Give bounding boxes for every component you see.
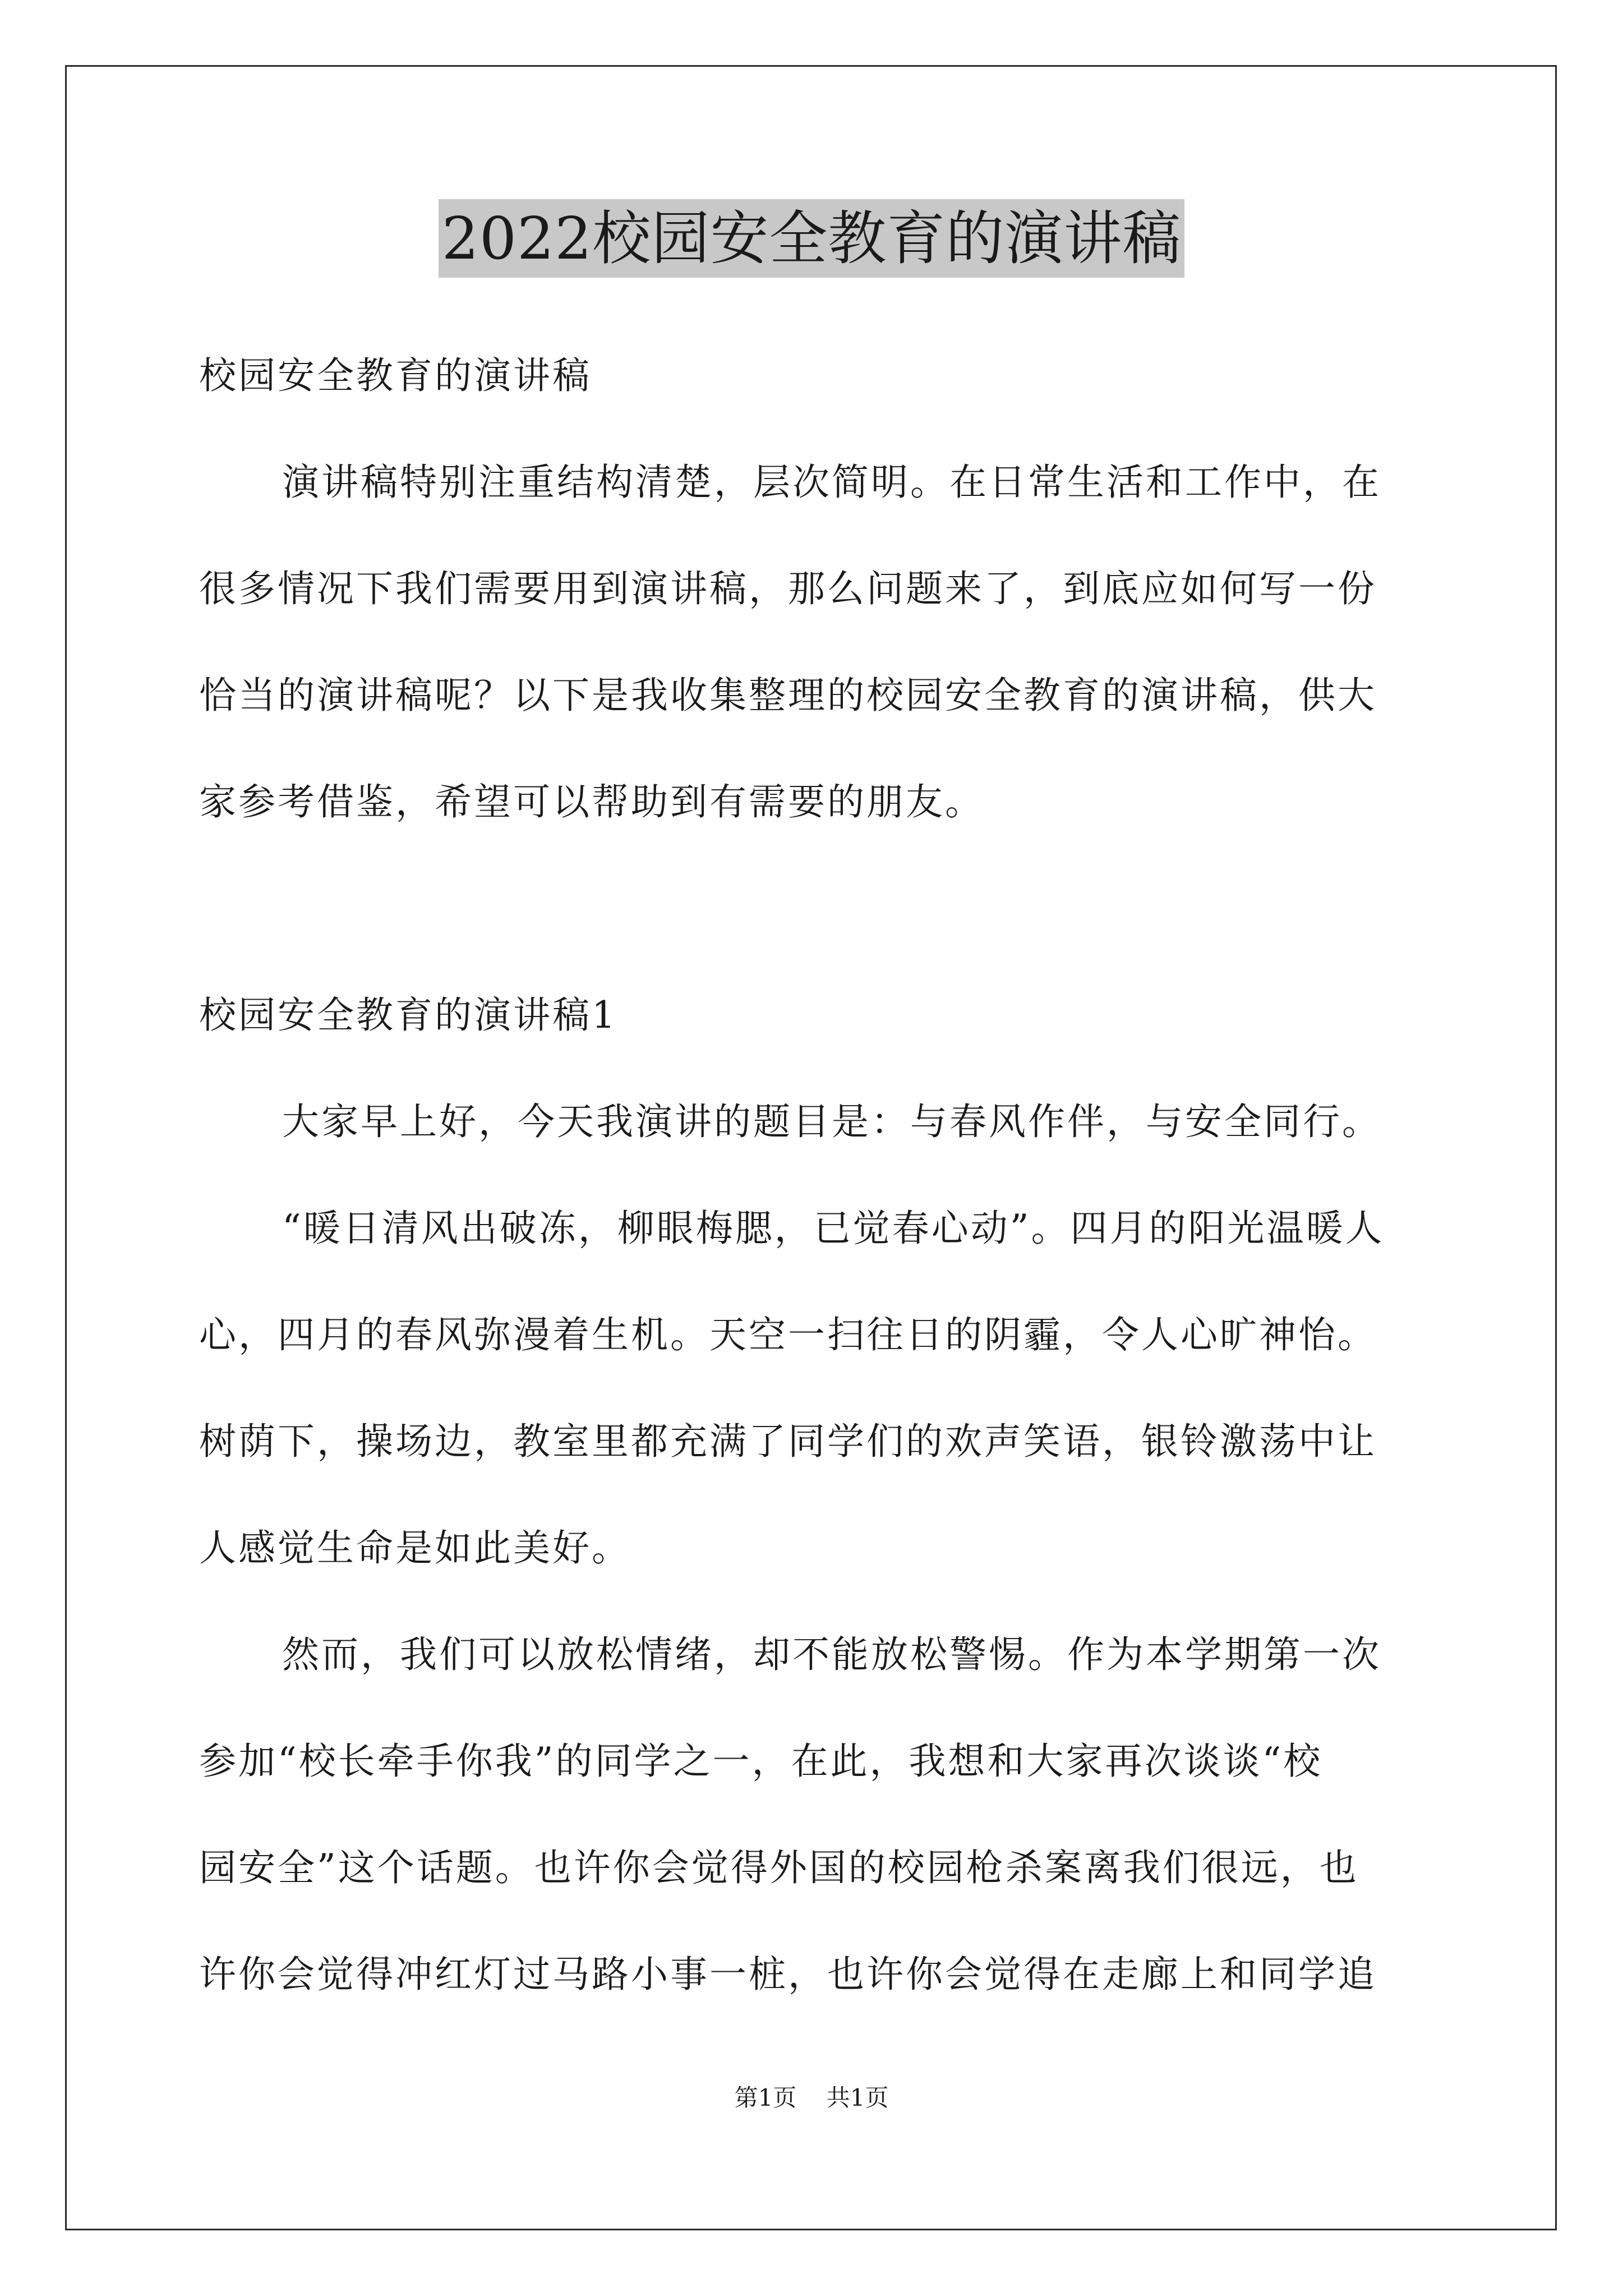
page-footer bbox=[0, 2081, 1623, 2115]
body-line: “暖日清风出破冻，柳眼梅腮，已觉春心动”。四月的阳光温暖人 bbox=[282, 1207, 1385, 1250]
page-total: 共1页 bbox=[826, 2084, 889, 2111]
body-line: 园安全”这个话题。也许你会觉得外国的校园枪杀案离我们很远，也 bbox=[199, 1846, 1359, 1889]
body-line: 演讲稿特别注重结构清楚，层次简明。在日常生活和工作中，在 bbox=[282, 461, 1381, 504]
body-line: 许你会觉得冲红灯过马路小事一桩，也许你会觉得在走廊上和同学追 bbox=[199, 1953, 1377, 1996]
body-line: 树荫下，操场边，教室里都充满了同学们的欢声笑语，银铃激荡中让 bbox=[199, 1420, 1377, 1463]
body-line: 然而，我们可以放松情绪，却不能放松警惕。作为本学期第一次 bbox=[282, 1633, 1381, 1676]
body-line: 参加“校长牵手你我”的同学之一，在此，我想和大家再次谈谈“校 bbox=[199, 1740, 1323, 1783]
page-number: 第1页 bbox=[734, 2084, 797, 2111]
body-line: 心，四月的春风弥漫着生机。天空一扫往日的阴霾，令人心旷神怡。 bbox=[199, 1313, 1377, 1356]
section-heading: 校园安全教育的演讲稿1 bbox=[199, 993, 617, 1037]
body-line: 大家早上好，今天我演讲的题目是：与春风作伴，与安全同行。 bbox=[282, 1100, 1381, 1143]
body-line: 很多情况下我们需要用到演讲稿，那么问题来了，到底应如何写一份 bbox=[199, 567, 1377, 610]
subtitle-line: 校园安全教育的演讲稿 bbox=[199, 354, 592, 397]
body-line: 恰当的演讲稿呢？以下是我收集整理的校园安全教育的演讲稿，供大 bbox=[199, 674, 1377, 717]
document-title: 2022校园安全教育的演讲稿 bbox=[439, 199, 1185, 278]
body-line: 家参考借鉴，希望可以帮助到有需要的朋友。 bbox=[199, 780, 984, 823]
body-line: 人感觉生命是如此美好。 bbox=[199, 1526, 631, 1570]
title-container bbox=[0, 199, 1623, 278]
